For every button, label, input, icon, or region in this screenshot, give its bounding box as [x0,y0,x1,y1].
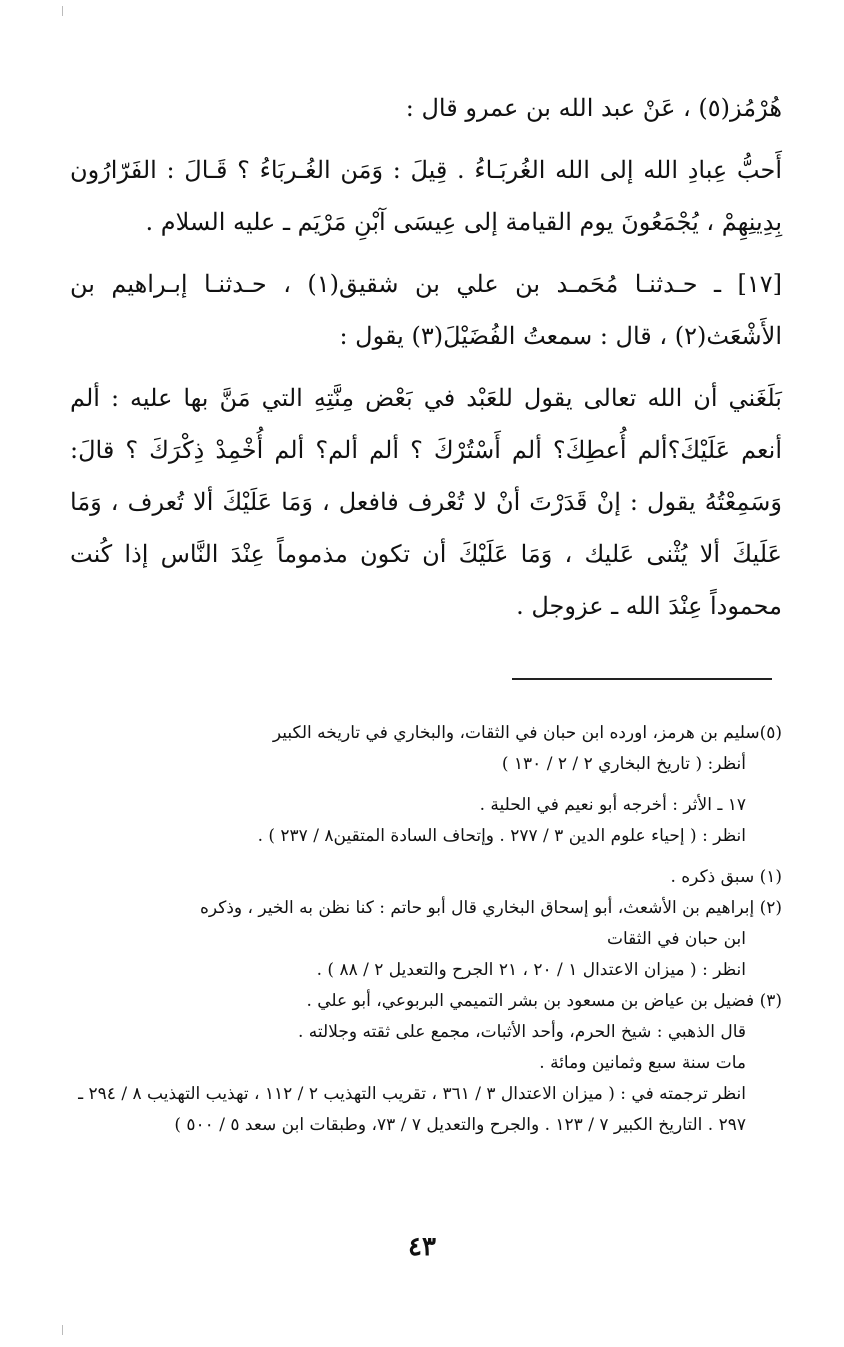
footnote-17-reference: انظر : ( إحياء علوم الدين ٣ / ٢٧٧ . وإتحاف السادة المتقين٨ / ٢٣٧ ) . [257,826,746,846]
footnote-3-dhahabi: قال الذهبي : شيخ الحرم، وأحد الأثبات، مجمع على ثقته وجلالته . [297,1022,746,1042]
footnote-3: (٣) فضيل بن عياض بن مسعود بن بشر التميمي البربوعي، أبو علي . [306,991,782,1011]
paragraph-athar-17-isnad: [١٧] ـ حـدثنـا مُحَمـد بن علي بن شقيق(١) ، حـدثنـا إبـراهيم بن الأَشْعَث(٢) ، قال : سمعتُ الفُضَيْلَ(٣) يقول : [70,270,782,350]
footnote-2: (٢) إبراهيم بن الأشعث، أبو إسحاق البخاري قال أبو حاتم : كنا نظن به الخير ، وذكره [199,898,782,918]
footnote-3-death: مات سنة سبع وثمانين ومائة . [539,1053,746,1073]
footnote-divider [512,678,772,680]
main-text [70,82,782,632]
footnote-3-reference: انظر ترجمته في : ( ميزان الاعتدال ٣ / ٣٦١ ، تقريب التهذيب ٢ / ١١٢ ، تهذيب التهذيب ٨ / ٢٩٤ ـ ٢٩٧ . التاريخ الكبير ٧ / ١٢٣ . والجرح والتعديل ٧ / ٧٣، وطبقات ابن سعد ٥ / ٥٠٠ ) [78,1084,746,1135]
footnote-5: (٥)سليم بن هرمز، اورده ابن حبان في الثقات، والبخاري في تاريخه الكبير [272,723,782,743]
page-number: ٤٣ [408,1232,436,1262]
paragraph-hadith-ghuraba: أَحبُّ عِبادِ الله إلى الله الغُربَـاءُ . قِيلَ : وَمَن الغُـربَاءُ ؟ قَـالَ : الفَرّارُون بِدِينِهِمْ ، يُجْمَعُونَ يوم القيامة إلى عِيسَى آبْنِ مَرْيَم ـ عليه السلام . [70,156,782,236]
footnote-5-reference: أنظر: ( تاريخ البخاري ٢ / ٢ / ١٣٠ ) [501,754,746,774]
scan-mark [62,6,63,16]
footnotes [70,718,782,1141]
footnote-2-reference: انظر : ( ميزان الاعتدال ١ / ٢٠ ، ٢١ الجرح والتعديل ٢ / ٨٨ ) . [316,960,746,980]
footnote-2-cont: ابن حبان في الثقات [606,929,746,949]
paragraph-isnad-opening: هُرْمُز(٥) ، عَنْ عبد الله بن عمرو قال : [405,94,782,122]
footnote-1: (١) سبق ذكره . [670,867,782,887]
scan-mark [62,1325,63,1335]
footnote-17-athar: ١٧ ـ الأثر : أخرجه أبو نعيم في الحلية . [479,795,746,815]
paragraph-athar-17-text: بَلَغَني أن الله تعالى يقول للعَبْد في بَعْض مِنَّتِهِ التي مَنَّ بها عليه : ألم أنعم عَلَيْكَ؟ألم أُعطِكَ؟ ألم أَسْتُرْكَ ؟ ألم ألم؟ ألم أُخْمِدْ ذِكْرَكَ ؟ قالَ: وَسَمِعْتُهُ يقول : إنْ قَدَرْتَ أنْ لا تُعْرف فافعل ، وَمَا عَلَيْكَ ألا تُعرف ، وَمَا عَلَيكَ ألا يُثْنى عَليك ، وَمَا عَلَيْكَ أن تكون مذموماً عِنْدَ النَّاس إذا كُنت محموداً عِنْدَ الله ـ عزوجل . [70,384,783,620]
